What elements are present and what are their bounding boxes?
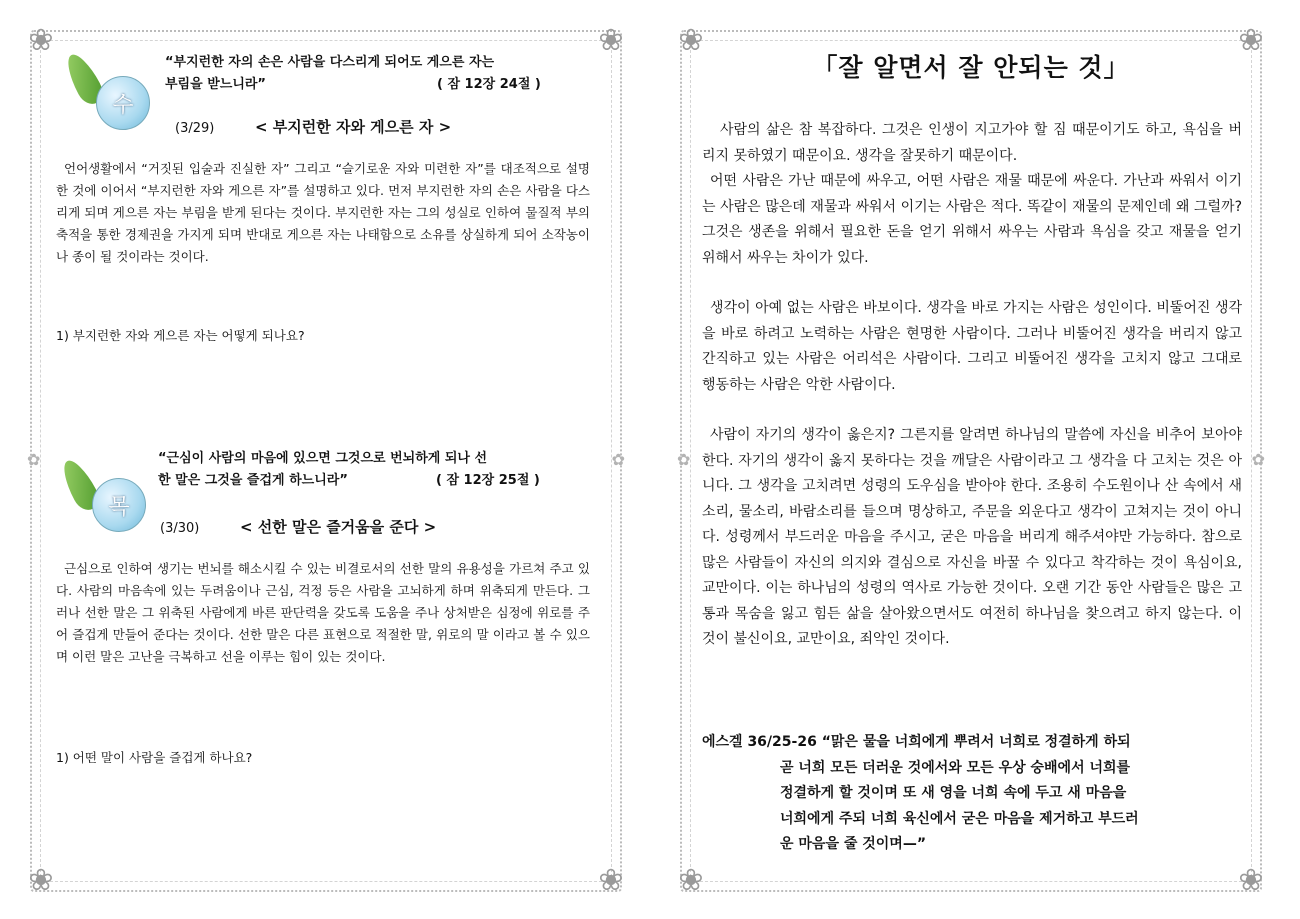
flower-ornament-icon: ❀ xyxy=(1238,863,1264,898)
devotion-body: 근심으로 인하여 생기는 번뇌를 해소시킬 수 있는 비결로서의 선한 말의 유용성을 가르쳐 주고 있다. 사람의 마음속에 있는 두려움이나 근심, 걱정 등은 사람을 고뇌하게 하며 위축되게 만든다. 그러나 선한 말은 그 위축된 사람에게 바른 판단력을 갖도록 도움을 주나 상처받은 심정에 위로를 주어 즐겁게 만들어 준다는 것이다. 선한 말은 다른 표현으로 적절한 말, 위로의 말 이라고 볼 수 있으며 이런 말은 고난을 극복하고 선을 이루는 힘이 있는 것이다. xyxy=(56,561,590,664)
flower-ornament-icon: ❀ xyxy=(678,23,704,58)
date-label: (3/29) xyxy=(175,121,215,136)
essay-paragraph: 사람이 자기의 생각이 옳은지? 그른지를 알려면 하나님의 말씀에 자신을 비추어 보아야 한다. 자기의 생각이 옳지 못하다는 것을 깨달은 사람이라고 그 생각을 다 고치는 것은 아니다. 그 생각을 고치려면 성령의 도우심을 받아야 한다. 조용히 수도원이나 산 속에서 새소리, 물소리, 바람소리를 들으며 명상하고, 주문을 외운다고 생각이 고쳐지는 것이 아니다. 성령께서 부드러운 마음을 주시고, 굳은 마음을 버리게 해주셔야만 가능하다. 참으로 많은 사람들이 자신의 의지와 결심으로 자신을 바꿀 수 있다고 착각하는 것이 욕심이요, 교만이다. 이는 하나님의 성령의 역사로 가능한 것이다. 오랜 기간 동안 사람들은 많은 고통과 목숨을 잃고 힘든 삶을 살아왔으면서도 여전히 하나님을 찾으려고 하지 않는다. 이것이 불신이요, 교만이요, 죄악인 것이다. xyxy=(702,427,1242,647)
flower-ornament-icon: ❀ xyxy=(598,23,624,58)
essay-paragraph: 사람의 삶은 참 복잡하다. 그것은 인생이 지고가야 할 짐 때문이기도 하고, 욕심을 버리지 못하였기 때문이요. 생각을 잘못하기 때문이다. xyxy=(702,122,1242,164)
flower-ornament-icon: ❀ xyxy=(598,863,624,898)
flower-ornament-icon: ❀ xyxy=(678,863,704,898)
essay-paragraph: 어떤 사람은 가난 때문에 싸우고, 어떤 사람은 재물 때문에 싸운다. 가난과 싸워서 이기는 사람은 많은데 재물과 싸워서 이기는 사람은 적다. 똑같이 재물의 문제인데 왜 그럴까? 그것은 생존을 위해서 필요한 돈을 얻기 위해서 싸우는 사람과 욕심을 갖고 재물을 얻기 위해서 싸우는 차이가 있다. xyxy=(702,173,1242,266)
flower-ornament-icon: ✿ xyxy=(1251,450,1265,469)
devotion-body: 언어생활에서 “거짓된 입술과 진실한 자” 그리고 “슬기로운 자와 미련한 자”를 대조적으로 설명한 것에 이어서 “부지런한 자와 게으른 자”를 설명하고 있다. 먼저 부지런한 자의 손은 사람을 다스리게 되며 게으른 자는 부림을 받게 된다는 것이다. 부지런한 자는 그의 성실로 인하여 물질적 부의 축적을 통한 경제권을 가지게 되며 반대로 게으른 자는 나태함으로 소유를 상실하게 되어 소작농이나 종이 될 것이라는 것이다. xyxy=(56,161,590,264)
left-page xyxy=(27,23,625,898)
flower-ornament-icon: ❀ xyxy=(28,23,54,58)
date-label: (3/30) xyxy=(160,521,200,536)
day-heading xyxy=(175,116,451,137)
weekday-badge: 수 xyxy=(96,76,150,130)
right-page xyxy=(677,23,1265,898)
page-title: 「잘 알면서 잘 안되는 것」 xyxy=(812,53,1130,82)
verse-text: “부지런한 자의 손은 사람을 다스리게 되어도 게으른 자는 부림을 받느니라” ( 잠 12장 24절 ) xyxy=(165,55,541,92)
flower-ornament-icon: ❀ xyxy=(28,863,54,898)
flower-ornament-icon: ✿ xyxy=(677,450,691,469)
section-title: < 선한 말은 즐거움을 준다 > xyxy=(240,518,437,536)
day-heading xyxy=(160,516,436,537)
flower-ornament-icon: ✿ xyxy=(27,450,41,469)
question-text: 1) 어떤 말이 사람을 즐겁게 하나요? xyxy=(56,750,253,765)
section-title: < 부지런한 자와 게으른 자 > xyxy=(255,118,452,136)
flower-ornament-icon: ❀ xyxy=(1238,23,1264,58)
flower-ornament-icon: ✿ xyxy=(611,450,625,469)
question-text: 1) 부지런한 자와 게으른 자는 어떻게 되나요? xyxy=(56,328,305,343)
verse-text: “근심이 사람의 마음에 있으면 그것으로 번뇌하게 되나 선 한 말은 그것을 즐겁게 하느니라” ( 잠 12장 25절 ) xyxy=(158,451,540,488)
essay-paragraph: 생각이 아예 없는 사람은 바보이다. 생각을 바로 가지는 사람은 성인이다. 비뚤어진 생각을 바로 하려고 노력하는 사람은 현명한 사람이다. 그러나 비뚤어진 생각을 버리지 않고 간직하고 있는 사람은 어리석은 사람이다. 그리고 비뚤어진 생각을 고치지 않고 그대로 행동하는 사람은 악한 사람이다. xyxy=(702,300,1242,393)
scripture-reference: 에스겔 36/25-26 “맑은 물을 너희에게 뿌려서 너희로 정결하게 하되 곧 너희 모든 더러운 것에서와 모든 우상 숭배에서 너희를 정결하게 할 것이며 또 새 영을 너희 속에 두고 새 마음을 너희에게 주되 너희 육신에서 굳은 마음을 제거하고 부드러 운 마음을 줄 것이며—” xyxy=(702,734,1139,852)
weekday-badge: 목 xyxy=(92,478,146,532)
